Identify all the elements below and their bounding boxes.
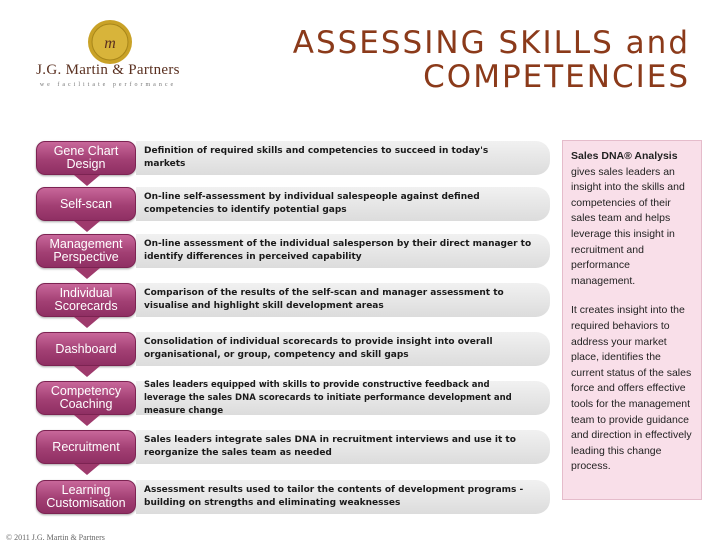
company-logo (28, 18, 188, 90)
step-description-bar (136, 430, 550, 464)
step-label: Gene Chart Design (36, 141, 136, 175)
step-description: Sales leaders equipped with skills to provide constructive feedback and leverage the sales DNA scorecards to initiate performance development and measure change (144, 379, 512, 416)
step-description-bar (136, 381, 550, 415)
step-description: Sales leaders integrate sales DNA in recruitment interviews and use it to reorganize the sales team as needed (144, 435, 516, 458)
step-description: Definition of required skills and competencies to succeed in today's markets (144, 146, 489, 169)
title-line-1: ASSESSING SKILLS and (292, 25, 690, 61)
step-description: Consolidation of individual scorecards to provide insight into overall organisational, or group, competency and skill gaps (144, 337, 493, 360)
step-description-bar (136, 141, 550, 175)
process-step (30, 332, 550, 381)
title-line-2: COMPETENCIES (423, 59, 690, 95)
process-step (30, 141, 550, 190)
logo-name: J.G. Martin & Partners (36, 62, 180, 78)
panel-text-1: gives sales leaders an insight into the skills and competencies of their sales team and helps leverage this insight in recruitment and performance management. (571, 165, 685, 287)
down-arrow-icon (74, 366, 100, 377)
step-description: Comparison of the results of the self-scan and manager assessment to visualise and highlight skill development areas (144, 288, 504, 311)
step-description-bar (136, 187, 550, 221)
svg-text:m: m (104, 35, 116, 52)
panel-paragraph-1 (571, 149, 693, 289)
step-label: Management Perspective (36, 234, 136, 268)
process-step (30, 381, 550, 430)
step-description: Assessment results used to tailor the contents of development programs - building on strengths and eliminating weaknesses (144, 485, 524, 508)
step-description-bar (136, 234, 550, 268)
process-step (30, 430, 550, 479)
down-arrow-icon (74, 415, 100, 426)
panel-paragraph-2: It creates insight into the required behaviors to address your market place, identifies the current status of the sales force and offers effective tools for the management team to provide guidance and direction in effectively leading this change process. (571, 304, 692, 473)
process-step (30, 283, 550, 332)
process-step (30, 480, 550, 529)
step-description-bar (136, 283, 550, 317)
step-description-bar (136, 480, 550, 514)
process-step (30, 187, 550, 236)
step-label: Learning Customisation (36, 480, 136, 514)
step-label: Self-scan (36, 187, 136, 221)
step-description-bar (136, 332, 550, 366)
down-arrow-icon (74, 175, 100, 186)
step-label: Competency Coaching (36, 381, 136, 415)
down-arrow-icon (74, 268, 100, 279)
step-description: On-line assessment of the individual salesperson by their direct manager to identify differences in perceived capability (144, 239, 532, 262)
sales-dna-panel (562, 140, 702, 500)
down-arrow-icon (74, 221, 100, 232)
logo-tagline: we facilitate performance (39, 82, 177, 88)
step-label: Individual Scorecards (36, 283, 136, 317)
page-title (190, 26, 690, 94)
logo-emblem-icon (86, 18, 134, 66)
down-arrow-icon (74, 464, 100, 475)
panel-heading: Sales DNA® Analysis (571, 150, 678, 162)
process-step (30, 234, 550, 283)
copyright-footer: © 2011 J.G. Martin & Partners (6, 533, 105, 542)
down-arrow-icon (74, 317, 100, 328)
step-description: On-line self-assessment by individual salespeople against defined competencies to identify potential gaps (144, 192, 480, 215)
step-label: Dashboard (36, 332, 136, 366)
step-label: Recruitment (36, 430, 136, 464)
